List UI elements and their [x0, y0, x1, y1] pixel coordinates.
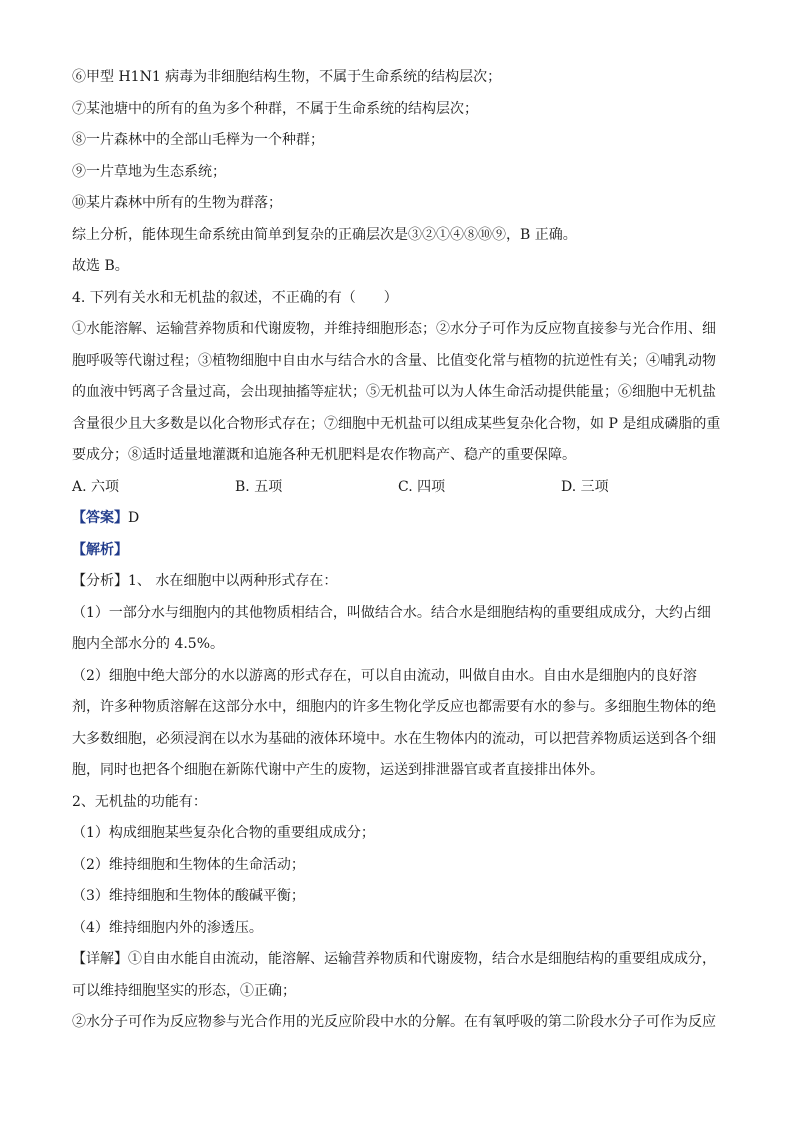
detail-line: ②水分子可作为反应物参与光合作用的光反应阶段中水的分解。在有氧呼吸的第二阶段水分子可作为反应 — [72, 1014, 716, 1030]
question-body — [72, 314, 724, 472]
prev-item-6: ⑥甲型 H1N1 病毒为非细胞结构生物，不属于生命系统的结构层次； — [72, 69, 502, 85]
detail-tag: 【详解】 — [72, 951, 128, 967]
salt-title: 2、无机盐的功能有： — [72, 793, 207, 810]
analysis-heading — [72, 535, 724, 567]
prev-item-7: ⑦某池塘中的所有的鱼为多个种群，不属于生命系统的结构层次； — [72, 100, 478, 117]
question-body-line: 胞呼吸等代谢过程；③植物细胞中自由水与结合水的含量、比值变化常与植物的抗逆性有关；④哺乳动物 — [72, 352, 716, 369]
detail-line: 可以维持细胞坚实的形态，①正确； — [72, 982, 296, 999]
option-c: C. 四项 — [398, 478, 446, 495]
prev-item-9: ⑨一片草地为生态系统； — [72, 163, 226, 180]
salt-item: （3）维持细胞和生物体的酸碱平衡； — [72, 888, 305, 904]
option-d: D. 三项 — [561, 478, 609, 495]
detail-text: ①自由水能自由流动，能溶解、运输营养物质和代谢废物，结合水是细胞结构的重要组成成分， — [128, 951, 716, 967]
question-options — [72, 472, 724, 504]
answer-value: D — [128, 510, 140, 526]
water-line: 胞，同时也把各个细胞在新陈代谢中产生的废物，运送到排泄器官或者直接排出体外。 — [72, 762, 604, 778]
water-forms — [72, 598, 724, 787]
fenxi-first: 1、 水在细胞中以两种形式存在： — [128, 573, 338, 589]
option-b: B. 五项 — [235, 478, 283, 495]
question-body-line: 含量很少且大多数是以化合物形式存在；⑦细胞中无机盐可以组成某些复杂化合物，如 P 是组成磷脂的重 — [72, 415, 721, 432]
analysis-tag: 【解析】 — [72, 541, 128, 558]
prev-item-8: ⑧一片森林中的全部山毛榉为一个种群； — [72, 132, 324, 148]
fenxi-tag: 【分析】 — [72, 573, 128, 589]
detail-section — [72, 944, 724, 1039]
water-line: 剂，许多种物质溶解在这部分水中，细胞内的许多生物化学反应也都需要有水的参与。多细胞生物体的绝 — [72, 699, 716, 715]
question-stem: 4. 下列有关水和无机盐的叙述，不正确的有（ ） — [72, 289, 398, 306]
salt-item: （1）构成细胞某些复杂化合物的重要组成成分； — [72, 825, 375, 841]
question-body-line: 的血液中钙离子含量过高，会出现抽搐等症状；⑤无机盐可以为人体生命活动提供能量；⑥细胞中无机盐 — [72, 384, 716, 400]
salt-item: （4）维持细胞内外的渗透压。 — [72, 919, 263, 936]
option-a: A. 六项 — [72, 478, 120, 495]
answer-line — [72, 503, 724, 535]
question-body-line: ①水能溶解、运输营养物质和代谢废物，并维持细胞形态；②水分子可作为反应物直接参与光合作用、细 — [72, 321, 716, 337]
document-page — [72, 62, 724, 1039]
salt-item: （2）维持细胞和生物体的生命活动； — [72, 856, 305, 873]
prev-item-10: ⑩某片森林中所有的生物为群落； — [72, 195, 282, 211]
answer-tag: 【答案】 — [72, 510, 128, 526]
prev-summary: 综上分析，能体现生命系统由简单到复杂的正确层次是③②①④⑧⑩⑨，B 正确。 — [72, 226, 577, 243]
water-line: （2）细胞中绝大部分的水以游离的形式存在，可以自由流动，叫做自由水。自由水是细胞内的良好溶 — [72, 667, 697, 684]
fenxi-line — [72, 566, 724, 598]
water-line: （1）一部分水与细胞内的其他物质相结合，叫做结合水。结合水是细胞结构的重要组成成分，大约占细 — [72, 604, 711, 621]
prev-conclusion: 故选 B。 — [72, 258, 129, 274]
question-body-line: 要成分；⑧适时适量地灌溉和追施各种无机肥料是农作物高产、稳产的重要保障。 — [72, 447, 576, 463]
water-line: 大多数细胞，必须浸润在以水为基础的液体环境中。水在生物体内的流动，可以把营养物质运送到各个细 — [72, 730, 716, 747]
water-line: 胞内全部水分的 4.5%。 — [72, 636, 225, 652]
detail-line — [72, 944, 724, 976]
